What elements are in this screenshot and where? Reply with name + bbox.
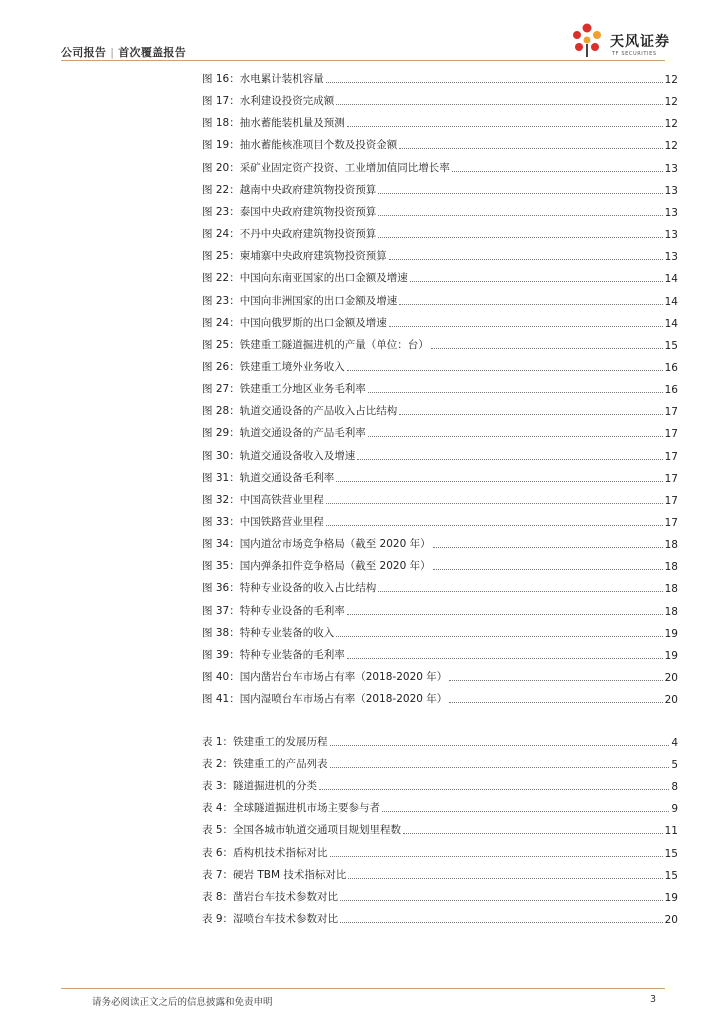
toc-dot-leader [347, 657, 663, 659]
toc-figure-entry[interactable] [202, 179, 678, 197]
report-subtype: 首次覆盖报告 [118, 46, 187, 59]
toc-entry-page: 8 [671, 781, 678, 794]
toc-entry-label: 图 37：特种专业设备的毛利率 [202, 604, 345, 617]
toc-figure-entry[interactable] [202, 489, 678, 507]
toc-entry-page: 19 [664, 649, 678, 662]
toc-dot-leader [348, 877, 662, 879]
toc-figure-entry[interactable] [202, 134, 678, 152]
toc-dot-leader [326, 502, 663, 504]
toc-dot-leader [433, 546, 663, 548]
toc-entry-label: 图 27：铁建重工分地区业务毛利率 [202, 383, 366, 396]
toc-entry-page: 13 [664, 206, 678, 219]
toc-dot-leader [449, 679, 662, 681]
toc-entry-page: 17 [664, 472, 678, 485]
toc-dot-leader [340, 921, 663, 923]
toc-dot-leader [399, 303, 662, 305]
toc-entry-page: 15 [664, 847, 678, 860]
toc-entry-page: 13 [664, 229, 678, 242]
toc-dot-leader [389, 325, 663, 327]
toc-figure-entry[interactable] [202, 533, 678, 551]
toc-dot-leader [326, 81, 663, 83]
toc-entry-page: 13 [664, 251, 678, 264]
toc-entry-label: 图 29：轨道交通设备的产品毛利率 [202, 427, 366, 440]
toc-entry-label: 表 6：盾构机技术指标对比 [202, 846, 328, 859]
toc-entry-page: 13 [664, 162, 678, 175]
toc-table-entry[interactable] [202, 797, 678, 815]
toc-entry-page: 14 [664, 295, 678, 308]
toc-dot-leader [431, 347, 663, 349]
toc-figure-entry[interactable] [202, 267, 678, 285]
toc-figure-entry[interactable] [202, 555, 678, 573]
toc-dot-leader [403, 832, 663, 834]
toc-entry-page: 18 [664, 605, 678, 618]
toc-entry-page: 20 [664, 913, 678, 926]
toc-figure-entry[interactable] [202, 622, 678, 640]
toc-entry-label: 图 31：轨道交通设备毛利率 [202, 471, 335, 484]
toc-entry-page: 17 [664, 494, 678, 507]
toc-entry-page: 16 [664, 384, 678, 397]
toc-dot-leader [378, 236, 662, 238]
logo-english-name: TF SECURITIES [612, 51, 657, 57]
toc-entry-label: 图 36：特种专业设备的收入占比结构 [202, 582, 377, 595]
logo-chinese-name: 天风证券 [610, 34, 670, 50]
toc-entry-label: 图 33：中国铁路营业里程 [202, 516, 324, 528]
toc-entry-page: 11 [664, 825, 678, 838]
toc-dot-leader [368, 391, 663, 393]
toc-entry-page: 18 [664, 583, 678, 596]
toc-figure-entry[interactable] [202, 666, 678, 684]
footer-page-number: 3 [650, 994, 657, 1005]
toc-entry-label: 图 25：铁建重工隧道掘进机的产量（单位：台） [202, 338, 429, 351]
toc-table-entry[interactable] [202, 775, 678, 793]
toc-table-entry[interactable] [202, 864, 678, 882]
toc-entry-label: 图 23：中国向非洲国家的出口金额及增速 [202, 294, 398, 307]
toc-dot-leader [357, 458, 662, 460]
toc-entry-label: 表 4：全球隧道掘进机市场主要参与者 [202, 802, 381, 815]
toc-figure-entry[interactable] [202, 290, 678, 308]
toc-dot-leader [347, 125, 663, 127]
toc-figure-entry[interactable] [202, 445, 678, 463]
report-type: 公司报告 [61, 46, 107, 59]
toc-dot-leader [449, 701, 662, 703]
toc-dot-leader [330, 766, 670, 768]
toc-entry-page: 19 [664, 891, 678, 904]
toc-entry-label: 图 38：特种专业装备的收入 [202, 626, 335, 639]
toc-entry-label: 图 26：铁建重工境外业务收入 [202, 360, 345, 373]
toc-entry-page: 18 [664, 539, 678, 552]
toc-entry-label: 图 16：水电累计装机容量 [202, 73, 324, 85]
toc-entry-page: 12 [664, 118, 678, 131]
toc-entry-page: 15 [664, 339, 678, 352]
toc-entry-label: 图 30：轨道交通设备收入及增速 [202, 449, 356, 462]
toc-entry-page: 16 [664, 361, 678, 374]
toc-table-entry[interactable] [202, 731, 678, 749]
toc-dot-leader [347, 369, 663, 371]
toc-dot-leader [452, 170, 663, 172]
toc-entry-label: 图 22：越南中央政府建筑物投资预算 [202, 183, 377, 196]
toc-entry-page: 18 [664, 561, 678, 574]
toc-entry-label: 图 25：柬埔寨中央政府建筑物投资预算 [202, 250, 387, 263]
toc-figure-entry[interactable] [202, 223, 678, 241]
toc-dot-leader [326, 524, 663, 526]
toc-entry-label: 表 8：凿岩台车技术参数对比 [202, 890, 339, 903]
toc-entry-label: 图 41：国内湿喷台车市场占有率（2018-2020 年） [202, 693, 448, 706]
toc-entry-label: 图 19：抽水蓄能核准项目个数及投资金额 [202, 139, 398, 152]
toc-figure-entry[interactable] [202, 334, 678, 352]
toc-entry-label: 图 17：水利建设投资完成额 [202, 95, 335, 108]
toc-entry-page: 20 [664, 672, 678, 685]
toc-figure-entry[interactable] [202, 201, 678, 219]
toc-entry-label: 图 32：中国高铁营业里程 [202, 493, 324, 506]
toc-dot-leader [336, 480, 662, 482]
toc-figure-entry[interactable] [202, 245, 678, 263]
toc-figure-entry[interactable] [202, 112, 678, 130]
toc-figure-entry[interactable] [202, 312, 678, 330]
header-divider [61, 60, 665, 61]
toc-entry-label: 图 24：不丹中央政府建筑物投资预算 [202, 228, 377, 241]
toc-dot-leader [340, 899, 663, 901]
toc-dot-leader [378, 590, 662, 592]
toc-figure-entry[interactable] [202, 600, 678, 618]
toc-entry-label: 图 35：国内弹条扣件竞争格局（截至 2020 年） [202, 560, 431, 573]
toc-figure-entry[interactable] [202, 577, 678, 595]
toc-figure-entry[interactable] [202, 157, 678, 175]
toc-entry-page: 17 [664, 406, 678, 419]
toc-table-entry[interactable] [202, 886, 678, 904]
toc-entry-page: 5 [671, 759, 678, 772]
toc-dot-leader [336, 103, 662, 105]
toc-entry-label: 表 1：铁建重工的发展历程 [202, 736, 328, 748]
toc-dot-leader [330, 744, 670, 746]
toc-dot-leader [319, 788, 669, 790]
toc-entry-label: 图 20：采矿业固定资产投资、工业增加值同比增长率 [202, 161, 450, 174]
toc-dot-leader [368, 435, 663, 437]
toc-dot-leader [389, 258, 663, 260]
toc-dot-leader [347, 613, 663, 615]
toc-entry-label: 表 3：隧道掘进机的分类 [202, 780, 318, 793]
toc-entry-page: 12 [664, 96, 678, 109]
toc-entry-page: 12 [664, 140, 678, 153]
toc-entry-label: 表 2：铁建重工的产品列表 [202, 758, 328, 771]
toc-entry-page: 17 [664, 428, 678, 441]
toc-entry-label: 图 40：国内凿岩台车市场占有率（2018-2020 年） [202, 671, 448, 684]
toc-entry-page: 19 [664, 627, 678, 640]
toc-entry-page: 17 [664, 450, 678, 463]
toc-entry-label: 图 39：特种专业装备的毛利率 [202, 648, 345, 661]
toc-dot-leader [399, 147, 662, 149]
toc-entry-page: 14 [664, 317, 678, 330]
toc-entry-page: 13 [664, 184, 678, 197]
toc-entry-label: 表 9：湿喷台车技术参数对比 [202, 912, 339, 925]
toc-dot-leader [330, 855, 663, 857]
toc-dot-leader [378, 214, 662, 216]
header-separator: | [110, 46, 115, 59]
toc-entry-label: 图 22：中国向东南亚国家的出口金额及增速 [202, 272, 408, 285]
toc-table-entry[interactable] [202, 842, 678, 860]
toc-figure-entry[interactable] [202, 422, 678, 440]
toc-dot-leader [399, 413, 662, 415]
toc-table-entry[interactable] [202, 908, 678, 926]
toc-figure-entry[interactable] [202, 90, 678, 108]
toc-entry-label: 图 23：泰国中央政府建筑物投资预算 [202, 205, 377, 218]
company-logo [566, 22, 676, 58]
toc-figure-entry[interactable] [202, 467, 678, 485]
logo-flower-icon [566, 22, 608, 58]
toc-figure-entry[interactable] [202, 356, 678, 374]
toc-dot-leader [410, 280, 663, 282]
toc-entry-page: 4 [671, 737, 678, 749]
report-type-label [61, 44, 186, 60]
footer-disclaimer: 请务必阅读正文之后的信息披露和免责申明 [92, 997, 273, 1008]
toc-entry-label: 图 28：轨道交通设备的产品收入占比结构 [202, 405, 398, 418]
toc-figure-entry[interactable] [202, 644, 678, 662]
toc-dot-leader [382, 810, 669, 812]
toc-entry-page: 17 [664, 517, 678, 529]
toc-entry-label: 图 18：抽水蓄能装机量及预测 [202, 117, 345, 130]
toc-figure-entry[interactable] [202, 400, 678, 418]
toc-dot-leader [433, 568, 663, 570]
toc-entry-page: 14 [664, 273, 678, 286]
toc-entry-label: 图 34：国内道岔市场竞争格局（截至 2020 年） [202, 538, 431, 551]
toc-entry-page: 20 [664, 694, 678, 707]
toc-dot-leader [378, 192, 662, 194]
page-header [0, 0, 724, 62]
toc-dot-leader [336, 635, 662, 637]
toc-entry-label: 图 24：中国向俄罗斯的出口金额及增速 [202, 316, 387, 329]
toc-figure-entry[interactable] [202, 511, 678, 529]
toc-entry-page: 12 [664, 74, 678, 86]
toc-figure-entry[interactable] [202, 378, 678, 396]
footer-divider [61, 988, 665, 989]
toc-figure-entry[interactable] [202, 688, 678, 706]
toc-entry-label: 表 5：全国各城市轨道交通项目规划里程数 [202, 824, 402, 837]
toc-entry-label: 表 7：硬岩 TBM 技术指标对比 [202, 868, 347, 881]
toc-entry-page: 9 [671, 803, 678, 816]
toc-table-entry[interactable] [202, 819, 678, 837]
toc-figure-entry[interactable] [202, 68, 678, 86]
toc-entry-page: 15 [664, 869, 678, 882]
toc-table-entry[interactable] [202, 753, 678, 771]
